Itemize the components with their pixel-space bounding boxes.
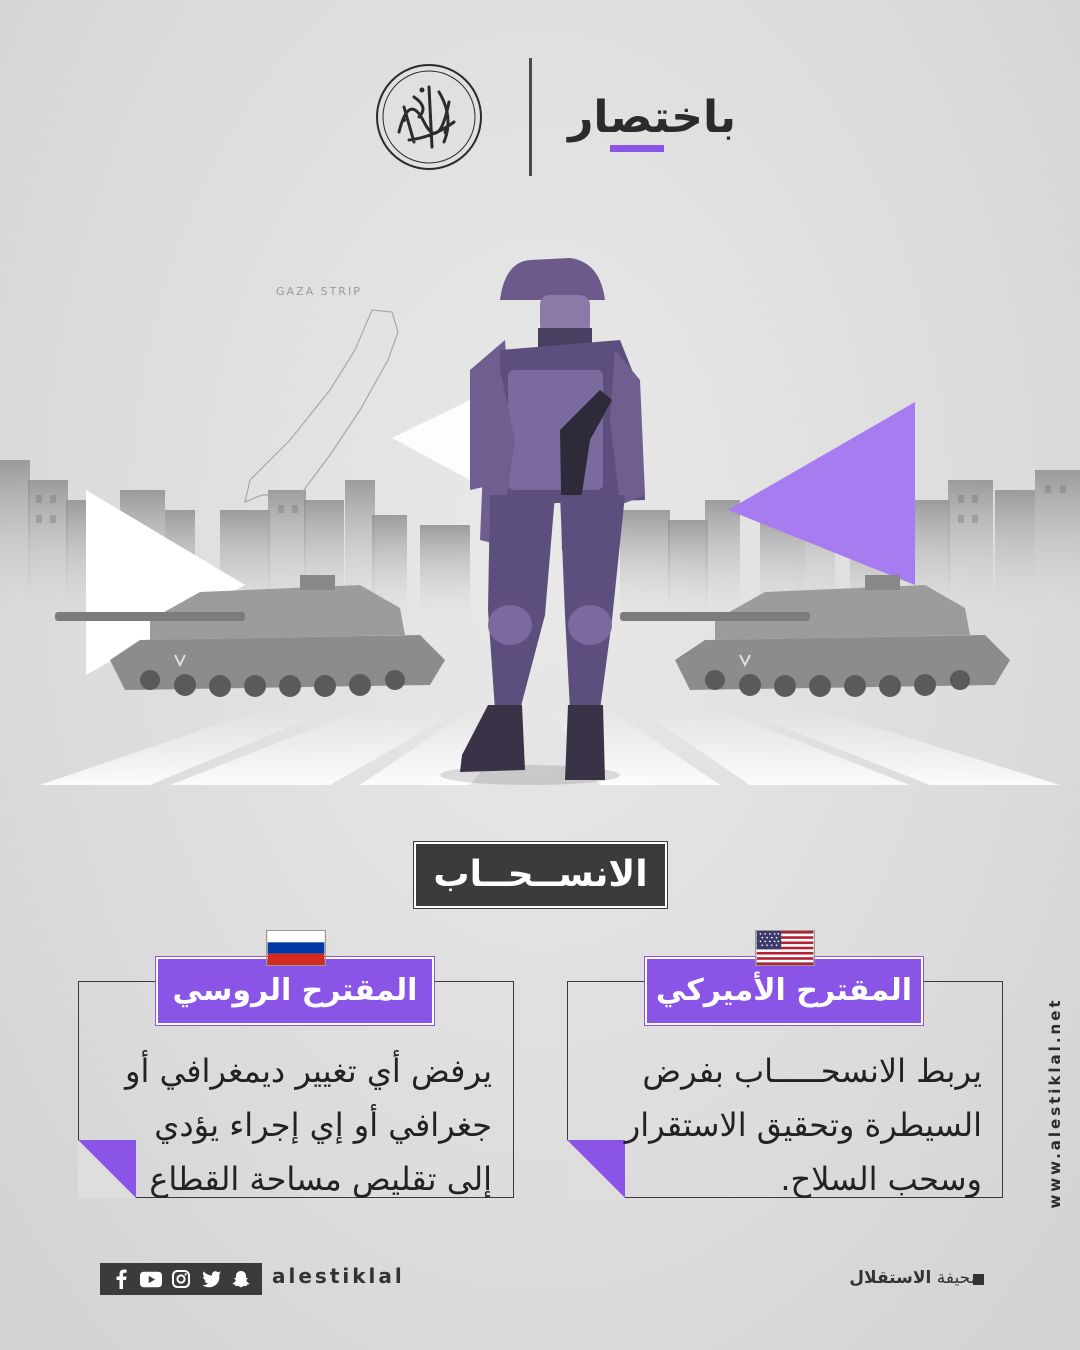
white-triangle-mid bbox=[392, 400, 470, 480]
gaza-strip-label: GAZA STRIP bbox=[276, 285, 362, 298]
newspaper-title: الاستقلال bbox=[849, 1268, 932, 1288]
gaza-strip-map bbox=[245, 310, 398, 502]
website-vertical bbox=[1040, 985, 1070, 1220]
newspaper-prefix: صحيفة bbox=[936, 1268, 985, 1288]
website-url[interactable]: www.alestiklal.net bbox=[1046, 996, 1064, 1209]
social-handle: alestiklal bbox=[272, 1264, 405, 1288]
brand-accent-bar bbox=[610, 145, 664, 152]
instagram-icon[interactable] bbox=[170, 1268, 192, 1290]
soldier-figure bbox=[440, 258, 645, 785]
facebook-icon[interactable] bbox=[110, 1268, 132, 1290]
brand-logo: باختصار bbox=[568, 92, 736, 143]
snapchat-icon[interactable] bbox=[230, 1268, 252, 1290]
twitter-icon[interactable] bbox=[200, 1268, 222, 1290]
russian-proposal-title: المقترح الروسي bbox=[156, 957, 434, 1025]
us-flag-icon bbox=[755, 930, 815, 966]
header-divider bbox=[529, 58, 532, 176]
russian-proposal-text: يرفض أي تغيير ديمغرافي أو جغرافي أو إي إجراء يؤدي إلى تقليص مساحة القطاع bbox=[125, 1052, 492, 1198]
calligraphy-seal-icon bbox=[374, 62, 484, 172]
american-proposal-title: المقترح الأميركي bbox=[645, 957, 923, 1025]
section-title: الانســحــاب bbox=[414, 842, 667, 908]
hero-illustration bbox=[0, 240, 1080, 800]
newspaper-name bbox=[780, 1268, 985, 1288]
russia-flag-icon bbox=[266, 930, 326, 966]
american-proposal-text: يربط الانسحـــــاب بفرض السيطرة وتحقيق الاستقرار وسحب السلاح. bbox=[624, 1052, 982, 1198]
youtube-icon[interactable] bbox=[140, 1268, 162, 1290]
social-icons-bar bbox=[100, 1263, 262, 1295]
